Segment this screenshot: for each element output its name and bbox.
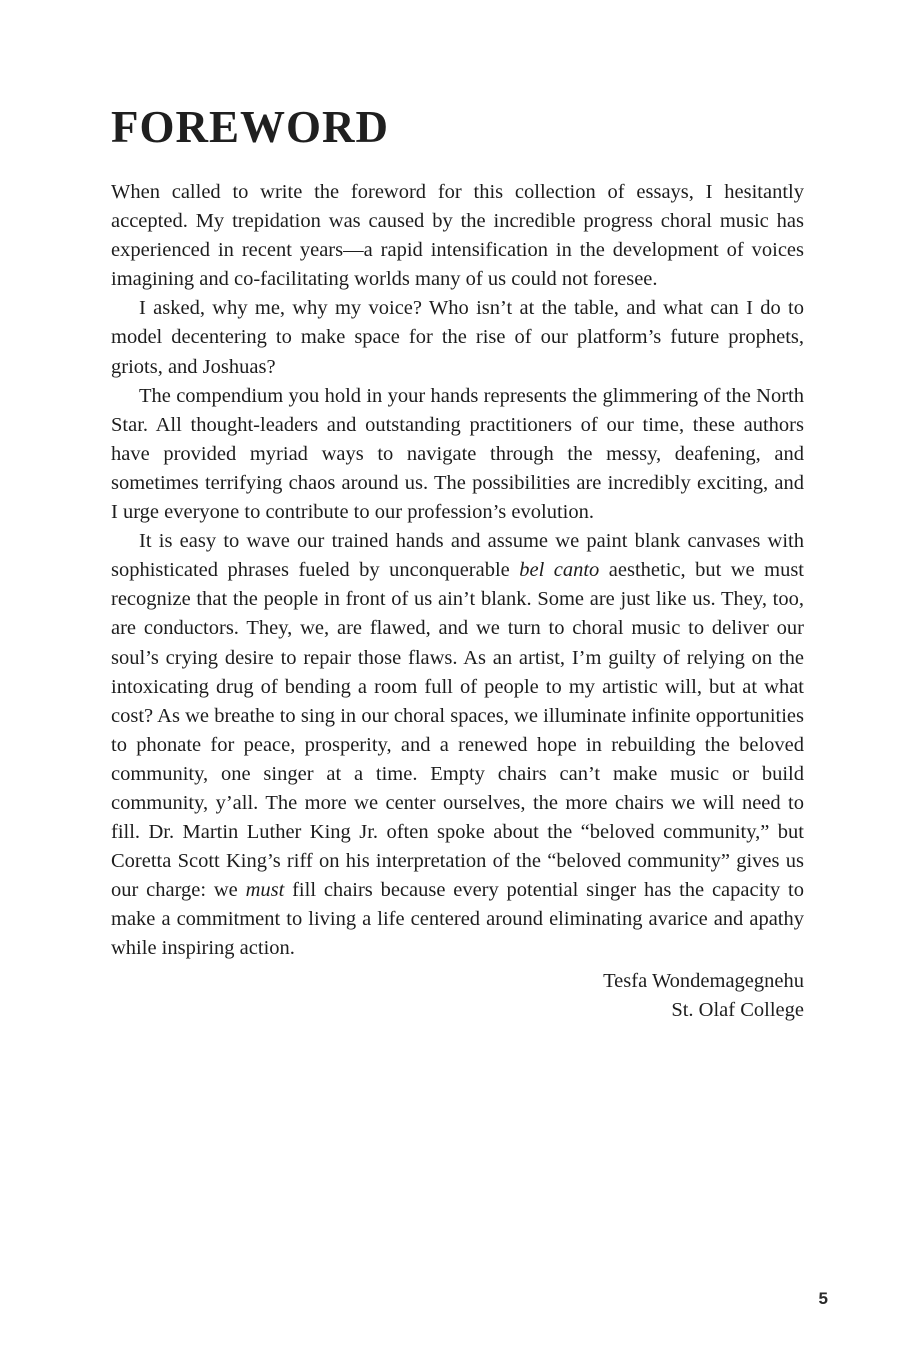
page-title: FOREWORD (111, 102, 389, 152)
paragraph-2: I asked, why me, why my voice? Who isn’t at the table, and what can I do to model decentering to make space for the rise of our platform’s future prophets, griots, and Joshuas? (111, 297, 804, 378)
paragraph-1: When called to write the foreword for this collection of essays, I hesitantly accepted. My trepidation was caused by the incredible progress choral music has experienced in recent years—a rapid intensification in the development of voices imagining and co-facilitating worlds many of us could not foresee. (111, 181, 804, 291)
paragraph-4 (111, 527, 804, 963)
paragraph-4-part-1: It is easy to wave our trained hands and assume we paint blank canvases with sophisticated phrases fueled by unconquerable (111, 530, 804, 582)
paragraph-4-italic-bel-canto: bel canto (519, 559, 600, 582)
paragraph-4-part-3: fill chairs because every potential singer has the capacity to make a commitment to living a life centered around eliminating avarice and apathy while inspiring action. (111, 879, 804, 960)
signature-affiliation: St. Olaf College (671, 998, 804, 1021)
page-number: 5 (818, 1289, 828, 1308)
paragraph-4-italic-must: must (245, 879, 285, 902)
paragraph-4-part-2: aesthetic, but we must recognize that the people in front of us ain’t blank. Some are just like us. They, too, are conductors. They, we, are flawed, and we turn to choral music to deliver our soul’s crying desire to repair those flaws. As an artist, I’m guilty of relying on the intoxicating drug of bending a room full of people to my artistic will, but at what cost? As we breathe to sing in our choral spaces, we illuminate infinite opportunities to phonate for peace, prosperity, and a renewed hope in rebuilding the beloved community, one singer at a time. Empty chairs can’t make music or build community, y’all. The more we center ourselves, the more chairs we will need to fill. Dr. Martin Luther King Jr. often spoke about the “beloved community,” but Coretta Scott King’s riff on his interpretation of the “beloved community” gives us our charge: we (111, 559, 804, 902)
signature-block (111, 967, 804, 1025)
foreword-body (111, 178, 804, 1025)
paragraph-3: The compendium you hold in your hands represents the glimmering of the North Star. All thought-leaders and outstanding practitioners of our time, these authors have provided myriad ways to navigate through the messy, deafening, and sometimes terrifying chaos around us. The possibilities are incredibly exciting, and I urge everyone to contribute to our profession’s evolution. (111, 384, 804, 524)
signature-name: Tesfa Wondemagegnehu (603, 969, 804, 992)
